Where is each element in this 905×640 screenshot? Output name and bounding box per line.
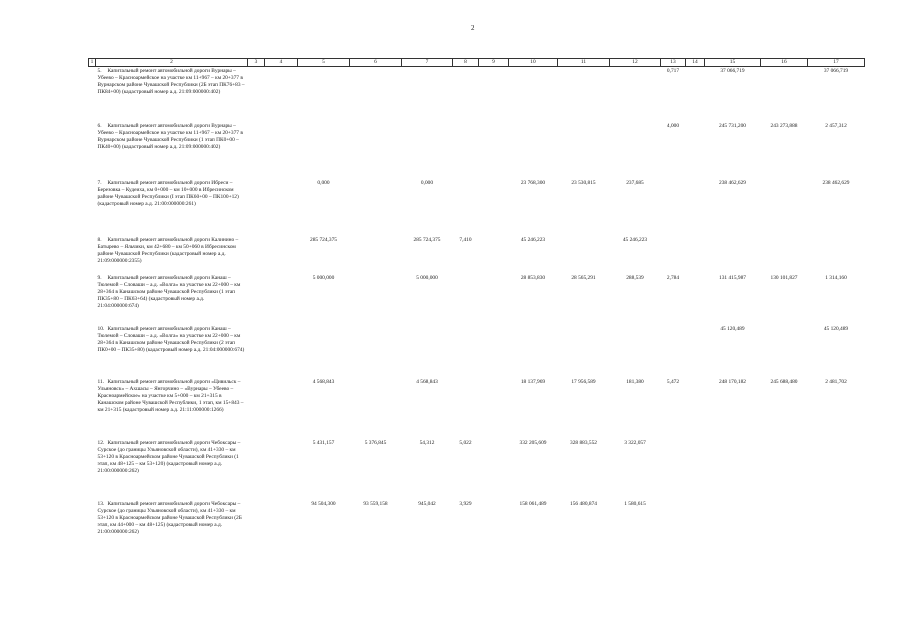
value-cell: [509, 120, 558, 177]
value-cell: 156 480,874: [570, 501, 597, 507]
table-row: [89, 378, 865, 439]
value-cell: 237,685: [626, 180, 644, 186]
value-cell: [808, 234, 865, 274]
value-cell: 3 322,057: [624, 440, 646, 446]
value-cell: 4 568,843: [312, 379, 335, 385]
value-cell: [298, 325, 350, 378]
value-cell: 93 559,158: [363, 501, 388, 507]
value-cell: 5,472: [666, 379, 680, 385]
column-number: 15: [705, 59, 761, 67]
project-name-cell: [96, 120, 248, 177]
value-cell: [686, 378, 705, 439]
value-cell: [479, 325, 509, 378]
value-cell: 94 504,300: [311, 501, 336, 507]
value-cell: [453, 67, 479, 121]
value-cell: [248, 67, 265, 121]
value-cell: 0,000: [420, 180, 434, 186]
value-cell: 23 768,300: [520, 180, 546, 186]
table-row: [89, 177, 865, 234]
value-cell: 28 565,291: [571, 275, 596, 281]
value-cell: 248 170,182: [719, 379, 746, 385]
row-number: 5.: [97, 68, 102, 74]
column-number: 11: [558, 59, 610, 67]
project-name-cell: [96, 67, 248, 121]
value-cell: [661, 439, 686, 500]
table-row: [89, 325, 865, 378]
value-cell: [453, 274, 479, 325]
value-cell: [265, 378, 298, 439]
value-cell: 5 000,000: [312, 275, 335, 281]
value-cell: [402, 67, 453, 121]
column-number: 14: [686, 59, 705, 67]
value-cell: 245 731,200: [719, 123, 746, 129]
table-row: [89, 234, 865, 274]
value-cell: [350, 67, 402, 121]
value-cell: 243 273,888: [770, 123, 798, 129]
row-spacer-cell: [89, 439, 96, 500]
value-cell: [479, 234, 509, 274]
value-cell: [761, 325, 808, 378]
value-cell: 1 314,160: [825, 275, 847, 281]
project-name: Капитальный ремонт автомобильной дороги Чебоксары – Сурское (до границы Ульяновской области), км 41+330 – км 53+120 в Красноармейском районе Чувашской Республики (1 этап, км 48+125 – км 53+120) (кадастровый номер а.д. 21:00:000000:262): [97, 440, 241, 474]
column-number: 7: [402, 59, 453, 67]
value-cell: 285 724,375: [413, 237, 441, 243]
project-name: Капитальный ремонт автомобильной дороги Вурнары – Убеево – Красноармейское на участке км 11+967 – км 20+377 в Вурнарском районе Чувашской Республики (2Б этап ПК76+83 – ПК84+00) (кадастровый номер а.д. 21:09:000000:402): [97, 68, 245, 95]
value-cell: [558, 120, 610, 177]
value-cell: 0,000: [317, 180, 330, 186]
row-spacer-cell: [89, 500, 96, 561]
value-cell: [248, 234, 265, 274]
value-cell: [265, 67, 298, 121]
project-name-cell: [96, 325, 248, 378]
value-cell: [509, 67, 558, 121]
value-cell: [453, 325, 479, 378]
column-number: 2: [96, 59, 248, 67]
value-cell: [479, 274, 509, 325]
value-cell: [350, 120, 402, 177]
value-cell: 332 205,609: [519, 440, 547, 446]
project-name-cell: [96, 234, 248, 274]
value-cell: [686, 500, 705, 561]
value-cell: [808, 439, 865, 500]
value-cell: 238 462,629: [719, 180, 746, 186]
row-number: 7.: [97, 180, 102, 186]
value-cell: [686, 274, 705, 325]
value-cell: [761, 67, 808, 121]
project-name: Капитальный ремонт автомобильной дороги Чебоксары – Сурское (до границы Ульяновской области), км 41+330 – км 53+120 в Красноармейском районе Чувашской Республики (2Б этап, км 44+000 – км 48+125) (кадастровый номер а.д. 21:00:000000:262): [97, 501, 242, 535]
project-name-cell: [96, 274, 248, 325]
value-cell: 7,410: [459, 237, 472, 243]
value-cell: [350, 274, 402, 325]
value-cell: [661, 325, 686, 378]
value-cell: 285 724,375: [310, 237, 337, 243]
value-cell: [453, 177, 479, 234]
project-name-cell: [96, 439, 248, 500]
value-cell: [479, 500, 509, 561]
value-cell: [265, 500, 298, 561]
table-row: [89, 439, 865, 500]
value-cell: [610, 67, 661, 121]
value-cell: [686, 234, 705, 274]
value-cell: [350, 325, 402, 378]
value-cell: 45 246,223: [622, 237, 648, 243]
table-row: [89, 274, 865, 325]
row-spacer-cell: [89, 234, 96, 274]
row-number: 13.: [97, 501, 105, 507]
column-number: 17: [808, 59, 865, 67]
value-cell: [248, 439, 265, 500]
project-name: Капитальный ремонт автомобильной дороги Ибреси – Березовка – Кудеиха, км 0+000 – км 10+000 в Ибресинском районе Чувашской Республики (I этап ПК60+00 – ПК100+12) (кадастровый номер а.д. 21:00:000000:261): [97, 180, 239, 207]
value-cell: [761, 234, 808, 274]
project-name-cell: [96, 177, 248, 234]
value-cell: [265, 234, 298, 274]
value-cell: [248, 378, 265, 439]
column-number: 12: [610, 59, 661, 67]
column-number-row: [89, 59, 865, 67]
value-cell: 245 688,480: [770, 379, 798, 385]
value-cell: [265, 325, 298, 378]
value-cell: 23 530,815: [571, 180, 596, 186]
column-number: 16: [761, 59, 808, 67]
value-cell: [761, 500, 808, 561]
value-cell: 5 431,157: [312, 440, 335, 446]
value-cell: [686, 67, 705, 121]
column-number: 6: [350, 59, 402, 67]
value-cell: [479, 67, 509, 121]
value-cell: [265, 177, 298, 234]
row-spacer-cell: [89, 378, 96, 439]
row-spacer-cell: [89, 274, 96, 325]
value-cell: 130 101,827: [770, 275, 798, 281]
column-number: 8: [453, 59, 479, 67]
value-cell: [453, 378, 479, 439]
value-cell: 4 568,843: [416, 379, 438, 385]
value-cell: [808, 500, 865, 561]
value-cell: [248, 325, 265, 378]
row-number: 6.: [97, 123, 102, 129]
column-number: 9: [479, 59, 509, 67]
value-cell: 2,784: [666, 275, 680, 281]
value-cell: 45 120,489: [823, 326, 849, 332]
value-cell: 2 481,702: [825, 379, 847, 385]
row-number: 11.: [97, 379, 105, 385]
page-number: 2: [471, 24, 475, 32]
value-cell: [479, 378, 509, 439]
value-cell: 945,042: [418, 501, 436, 507]
value-cell: [248, 500, 265, 561]
value-cell: [661, 177, 686, 234]
value-cell: [350, 177, 402, 234]
value-cell: 158 061,489: [519, 501, 547, 507]
value-cell: 131 415,987: [719, 275, 746, 281]
value-cell: [661, 500, 686, 561]
value-cell: [479, 177, 509, 234]
row-spacer-cell: [89, 120, 96, 177]
value-cell: 45 246,223: [520, 237, 546, 243]
value-cell: [298, 120, 350, 177]
project-name: Капитальный ремонт автомобильной дороги Канаш – Тюлемой – Словаши – а.д. «Волга» на участке км 22+000 – км 28+364 в Канашском районе Чувашской Республики (2 этап ПК0+00 – ПК35+80) (кадастровый номер а.д. 21:04:000000:674): [97, 326, 245, 353]
column-number: 3: [248, 59, 265, 67]
value-cell: [298, 67, 350, 121]
value-cell: 328 883,552: [570, 440, 597, 446]
value-cell: [705, 439, 761, 500]
value-cell: 37 066,719: [823, 68, 849, 74]
value-cell: [509, 325, 558, 378]
row-number: 10.: [97, 326, 105, 332]
value-cell: 1 580,615: [624, 501, 646, 507]
project-name-cell: [96, 500, 248, 561]
value-cell: 0,717: [666, 68, 680, 74]
project-name-cell: [96, 378, 248, 439]
value-cell: [686, 177, 705, 234]
value-cell: [761, 439, 808, 500]
value-cell: [479, 120, 509, 177]
value-cell: 18 137,969: [520, 379, 546, 385]
value-cell: [453, 120, 479, 177]
value-cell: 54,312: [419, 440, 435, 446]
value-cell: [705, 234, 761, 274]
value-cell: [558, 325, 610, 378]
project-name: Капитальный ремонт автомобильной дороги Канаш – Тюлемой – Словаши – а.д. «Волга» на участке км 22+000 – км 28+364 в Канашском районе Чувашской Республики (1 этап ПК35+80 – ПК63+64) (кадастровый номер а.д. 21:04:000000:674): [97, 275, 241, 309]
value-cell: 181,380: [626, 379, 644, 385]
value-cell: [350, 234, 402, 274]
value-cell: 2 457,312: [825, 123, 847, 129]
value-cell: [686, 439, 705, 500]
value-cell: [265, 439, 298, 500]
column-number: 4: [265, 59, 298, 67]
value-cell: 3,929: [459, 501, 472, 507]
value-cell: [479, 439, 509, 500]
value-cell: 45 120,489: [720, 326, 745, 332]
row-number: 9.: [97, 275, 102, 281]
value-cell: [265, 274, 298, 325]
value-cell: 37 066,719: [720, 68, 745, 74]
project-name: Капитальный ремонт автомобильной дороги «Цивильск – Ульяновск» – Ахшасы – Янгорчино – «Вурнары – Убеево – Красноармейское» на участке км 5+000 – км 21+315 в Канашском районе Чувашской Республики, 1 этап, км 15+843 – км 21+315 (кадастровый номер а.д. 21:11:000000:1266): [97, 379, 244, 413]
value-cell: [558, 234, 610, 274]
row-spacer-cell: [89, 177, 96, 234]
row-spacer-cell: [89, 67, 96, 121]
column-number: 1: [89, 59, 96, 67]
value-cell: [610, 325, 661, 378]
project-name: Капитальный ремонт автомобильной дороги Вурнары – Убеево – Красноармейское на участке км 11+967 – км 20+377 в Вурнарском районе Чувашской Республики (1 этап ПК0+00 – ПК40+00) (кадастровый номер а.д. 21:09:000000:402): [97, 123, 243, 150]
value-cell: [610, 120, 661, 177]
value-cell: 288,539: [626, 275, 644, 281]
value-cell: [686, 325, 705, 378]
value-cell: [761, 177, 808, 234]
row-spacer-cell: [89, 325, 96, 378]
table-row: [89, 500, 865, 561]
value-cell: [705, 500, 761, 561]
value-cell: 5 376,845: [364, 440, 387, 446]
column-number: 13: [661, 59, 686, 67]
road-repair-table: [88, 58, 865, 561]
row-number: 12.: [97, 440, 105, 446]
column-number: 5: [298, 59, 350, 67]
value-cell: [686, 120, 705, 177]
project-name: Капитальный ремонт автомобильной дороги Калинино – Батырево – Яльчики, км 42+680 – км 50+060 в Ибресинском районе Чувашской Республики (кадастровый номер а.д. 21:09:000000:2355): [97, 237, 239, 264]
value-cell: 28 853,830: [520, 275, 546, 281]
value-cell: [248, 274, 265, 325]
value-cell: 5,022: [459, 440, 472, 446]
value-cell: [402, 325, 453, 378]
row-number: 8.: [97, 237, 102, 243]
value-cell: [248, 120, 265, 177]
value-cell: [248, 177, 265, 234]
value-cell: 5 000,000: [416, 275, 438, 281]
value-cell: 17 956,589: [571, 379, 596, 385]
value-cell: 238 462,629: [822, 180, 850, 186]
value-cell: [558, 67, 610, 121]
table-row: [89, 120, 865, 177]
value-cell: [661, 234, 686, 274]
column-number: 10: [509, 59, 558, 67]
table-row: [89, 67, 865, 121]
value-cell: [402, 120, 453, 177]
value-cell: [350, 378, 402, 439]
value-cell: 4,000: [666, 123, 680, 129]
value-cell: [265, 120, 298, 177]
